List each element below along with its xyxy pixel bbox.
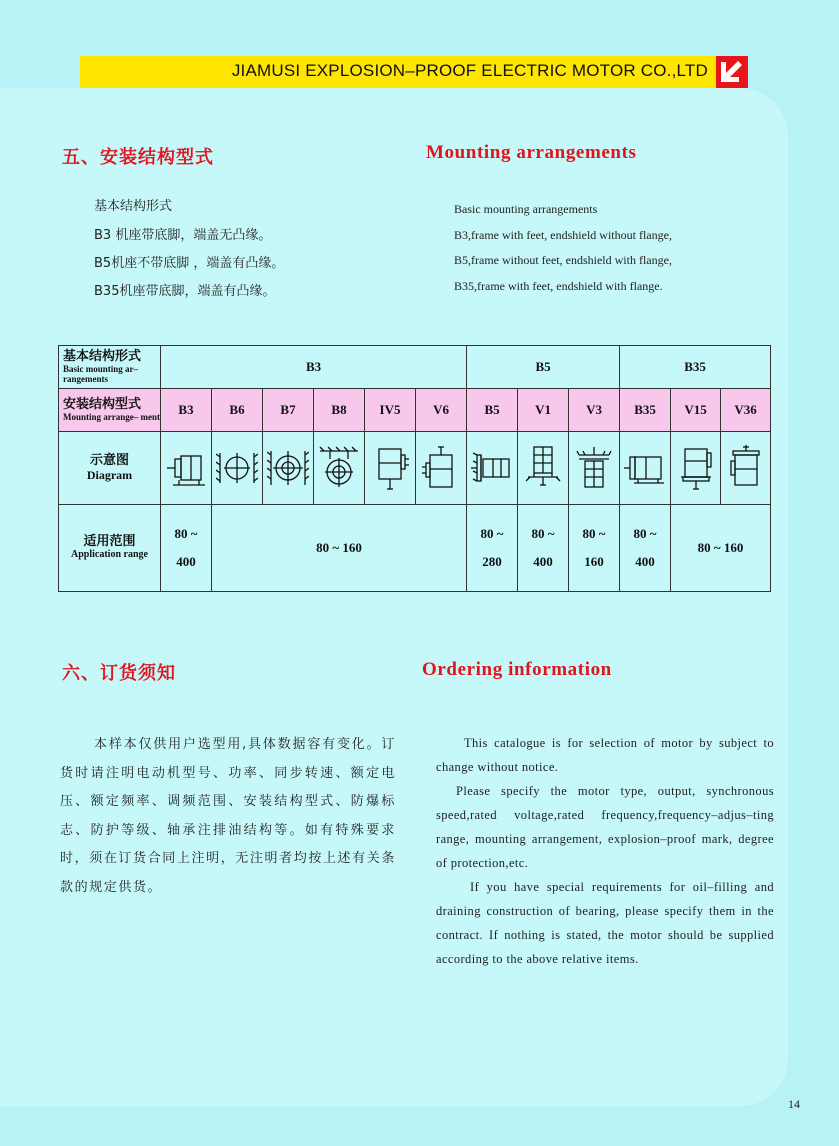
table-row [59, 346, 771, 389]
section5-en-line: B35,frame with feet, endshield with flange. [454, 279, 663, 293]
diagram-b35-icon [620, 432, 671, 505]
code-cell: B7 [263, 389, 314, 432]
section5-cn-line: 基本结构形式 [94, 199, 173, 214]
section5-en-line: Basic mounting arrangements [454, 202, 598, 216]
section6-title-en: Ordering information [422, 659, 612, 680]
code-cell: V6 [416, 389, 467, 432]
section5-cn-line: B3 机座带底脚，端盖无凸缘。 [94, 228, 272, 243]
range-cell: 80 ~ 400 [161, 505, 212, 592]
row-header-range: 适用范围 Application range [59, 505, 161, 592]
mounting-table [58, 345, 771, 592]
row-header-basic: 基本结构形式 Basic mounting ar–rangements [59, 346, 161, 389]
ordering-en-p2: Please specify the motor type, output, synchronous speed,rated voltage,rated frequency,frequency–adjus–ting range, mounting arrangement, explosion–proof mark, degree of protection,etc. [436, 784, 774, 870]
diagram-v36-icon [721, 432, 771, 505]
range-cell: 80 ~ 400 [620, 505, 671, 592]
company-logo [716, 56, 748, 88]
diagram-b6-icon [212, 432, 263, 505]
company-name: JIAMUSI EXPLOSION–PROOF ELECTRIC MOTOR CO.,LTD [231, 61, 708, 80]
row-header-mounting: 安装结构型式 Mounting arrange– ment [59, 389, 161, 432]
section5-title-cn: 五、安装结构型式 [62, 147, 214, 168]
table-row [59, 505, 771, 592]
section5-title-en: Mounting arrangements [426, 142, 637, 163]
range-cell: 80 ~ 280 [467, 505, 518, 592]
code-cell: B5 [467, 389, 518, 432]
section5-cn-line: B35机座带底脚，端盖有凸缘。 [94, 284, 276, 299]
code-cell: V3 [569, 389, 620, 432]
code-cell: V1 [518, 389, 569, 432]
code-cell: V15 [671, 389, 721, 432]
table-row [59, 389, 771, 432]
ordering-paragraph-en [436, 731, 774, 971]
code-cell: B3 [161, 389, 212, 432]
code-cell: B6 [212, 389, 263, 432]
header-bar [80, 56, 716, 88]
diagram-iv5-icon [365, 432, 416, 505]
row-header-diagram: 示意图 Diagram [59, 432, 161, 505]
section5-en-line: B5,frame without feet, endshield with flange, [454, 253, 672, 267]
range-cell: 80 ~ 160 [212, 505, 467, 592]
diagram-b3-icon [161, 432, 212, 505]
diagram-b7-icon [263, 432, 314, 505]
code-cell: B35 [620, 389, 671, 432]
diagram-v6-icon [416, 432, 467, 505]
code-cell: IV5 [365, 389, 416, 432]
range-cell: 80 ~ 160 [569, 505, 620, 592]
diagram-v15-icon [671, 432, 721, 505]
section5-en-line: B3,frame with feet, endshield without flange, [454, 228, 672, 242]
section6-title-cn: 六、订货须知 [62, 663, 176, 684]
diagram-b8-icon [314, 432, 365, 505]
ordering-en-p3: If you have special requirements for oil–filling and draining construction of bearing, please specify them in the contract. If nothing is stated, the motor should be supplied according to the above relative items. [436, 880, 774, 966]
diagram-b5-icon [467, 432, 518, 505]
ordering-paragraph-cn: 本样本仅供用户选型用,具体数据容有变化。订货时请注明电动机型号、功率、同步转速、额定电压、额定频率、调频范围、安装结构型式、防爆标志、防护等级、轴承注排油结构等。如有特殊要求时，须在订货合同上注明，无注明者均按上述有关条款的规定供货。 [60, 737, 396, 895]
code-cell: V36 [721, 389, 771, 432]
page-number: 14 [788, 1097, 800, 1111]
table-row [59, 432, 771, 505]
group-b35: B35 [620, 346, 771, 389]
range-cell: 80 ~ 160 [671, 505, 771, 592]
group-b3: B3 [161, 346, 467, 389]
code-cell: B8 [314, 389, 365, 432]
ordering-en-p1: This catalogue is for selection of motor by subject to change without notice. [436, 736, 774, 774]
diagram-v1-icon [518, 432, 569, 505]
range-cell: 80 ~ 400 [518, 505, 569, 592]
section5-cn-line: B5机座不带底脚 ，端盖有凸缘。 [94, 256, 285, 271]
group-b5: B5 [467, 346, 620, 389]
diagram-v3-icon [569, 432, 620, 505]
